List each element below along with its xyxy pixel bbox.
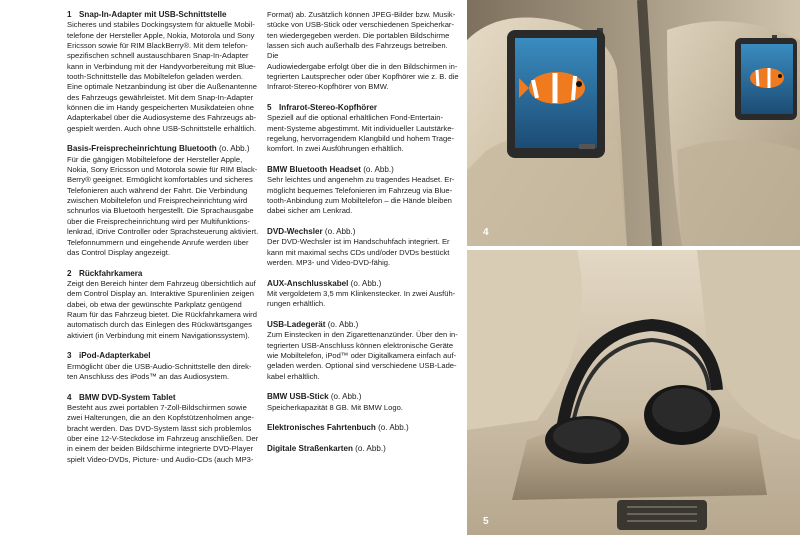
- section-heading: 5 Infrarot-Stereo-Kopfhörer: [267, 103, 378, 113]
- section: AUX-Anschlusskabel (o. Abb.) Mit vergoldetem 3,5 mm Klinkenstecker. In zwei Ausfüh- rungen erhältlich.: [267, 279, 461, 310]
- section: 2 Rückfahrkamera Zeigt den Bereich hinter dem Fahrzeug übersichtlich auf dem Control Display an. Interaktive Spurenlinien zeigen dabei, ob etwa der gewünschte Parkplatz genügend Raum für das Fahrzeug bietet. Die Rückfahrkamera wird automatisch durch das Einlegen des Rückwärtsganges aktiviert (in Verbindung mit einem Navigationssystem).: [67, 269, 259, 341]
- section: BMW Bluetooth Headset (o. Abb.) Sehr leichtes und angenehm zu tragendes Headset. Er- möglicht bequemes Telefonieren im Fahrzeug via Blue- tooth-Anbindung zum Mobiltelefon – die Hände bleiben dabei sicher am Lenkrad.: [267, 165, 461, 217]
- section: [267, 444, 461, 454]
- section-heading: Digitale Straßenkarten (o. Abb.): [267, 444, 386, 454]
- dvd-screen-right: [735, 38, 797, 120]
- photo-dvd-tablet: [467, 0, 800, 246]
- section: 4 BMW DVD-System Tablet Besteht aus zwei portablen 7-Zoll-Bildschirmen sowie zwei Halterungen, die an den Kopfstützenholmen ange- bracht werden. Das DVD-System lässt sich problemlos über eine 12-V-Steckdose im Fahrzeug anschließen. Der in einem der beiden Bildschirme integrierte DVD-Player spielt Video-DVDs, Picture- und Audio-CDs (auch MP3-: [67, 392, 259, 464]
- section: Basis-Freisprecheinrichtung Bluetooth (o. Abb.) Für die gängigen Mobiltelefone der Hersteller Apple, Nokia, Sony Ericsson und Motorola sowie für RIM Black- Berry® geeignet. Ermöglicht komfortables und sicheres Telefonieren auch während der Fahrt. Die Verbindung zwischen Mobiltelefon und Freisprecheinrichtung wird schnurlos via Bluetooth hergestellt. Die Sprachausgabe über die Freisprecheinrichtung wird per Multifunktions- lenkrad, iDrive Controller oder Sprachsteuerung aktiviert. Telefonnummern und eingehende Anrufe werden über das Control Display angezeigt.: [67, 144, 259, 257]
- headphones-illustration: [467, 250, 800, 535]
- dvd-tablet-illustration: [467, 0, 800, 246]
- section-heading: 1 Snap-In-Adapter mit USB-Schnittstelle: [67, 10, 227, 19]
- section-heading: AUX-Anschlusskabel (o. Abb.): [267, 278, 382, 288]
- section-continued: Format) ab. Zusätzlich können JPEG-Bilder bzw. Musik- stücke von USB-Stick oder verschiedenen Speicherkar- ten wiedergegeben werden. Die portablen Bildschirme lassen sich auch außerhalb des Fahrzeugs betreiben. Die Audiowiedergabe erfolgt über die in den Bildschirmen in- tegrierten Lautsprecher oder über Kopfhörer wie z. B. die Infrarot-Stereo-Kopfhörer von BMW.: [267, 10, 459, 92]
- section-heading: 2 Rückfahrkamera: [67, 268, 143, 278]
- section: 1 Snap-In-Adapter mit USB-Schnittstelle Sicheres und stabiles Dockingsystem für aktuelle Mobil- telefone der Hersteller Apple, Nokia, Motorola und Sony Ericsson sowie für RIM BlackBerry®. Mit dem telefon- spezifischen schnell austauschbaren Snap-In-Adapter kann in Verbindung mit der Handyvorbereitung mit Blue- tooth-Schnittstelle das Mobiltelefon geladen werden. Eine optimale Netzanbindung ist über die Außenantenne des Fahrzeugs gewährleistet. Mit dem Snap-In-Adapter können die im Handy gespeicherten Musikdateien ohne Adapterkabel über die Audiosysteme des Fahrzeugs ab- gespielt werden. Auch ohne USB-Schnittstelle erhältlich.: [67, 10, 259, 134]
- photo-number: 5: [483, 516, 489, 527]
- section-heading: Elektronisches Fahrtenbuch (o. Abb.): [267, 423, 409, 433]
- photo-number: 4: [483, 227, 489, 238]
- text-column-right: [267, 10, 461, 465]
- section-heading: DVD-Wechsler (o. Abb.): [267, 227, 356, 237]
- dvd-screen-left: [507, 30, 605, 158]
- section-heading: Basis-Freisprecheinrichtung Bluetooth (o. Abb.): [67, 144, 250, 154]
- section-heading: 4 BMW DVD-System Tablet: [67, 392, 176, 402]
- section-heading: 3 iPod-Adapterkabel: [67, 351, 151, 361]
- section: 3 iPod-Adapterkabel Ermöglicht über die USB-Audio-Schnittstelle den direk- ten Anschluss des iPods™ an das Audiosystem.: [67, 351, 259, 382]
- photo-headphones: [467, 250, 800, 535]
- section-heading: USB-Ladegerät (o. Abb.): [267, 320, 359, 330]
- section-heading: BMW Bluetooth Headset (o. Abb.): [267, 165, 394, 175]
- section: BMW USB-Stick (o. Abb.) Speicherkapazität 8 GB. Mit BMW Logo.: [267, 392, 461, 413]
- section: 5 Infrarot-Stereo-Kopfhörer Speziell auf die optional erhältlichen Fond-Entertain- ment-Systeme abgestimmt. Mit individueller Lautstärke- regelung, hervorragendem Klangbild und hohem Trage- komfort. In zwei Ausführungen erhältlich.: [267, 103, 461, 155]
- section: USB-Ladegerät (o. Abb.) Zum Einstecken in den Zigarettenanzünder. Über den in- tegrierten USB-Anschluss können elektronische Geräte wie Mobiltelefon, iPod™ oder Digitalkamera einfach auf- geladen werden. Optional sind verschiedene USB-Lade- kabel erhältlich.: [267, 320, 461, 382]
- section: [267, 423, 461, 433]
- section-heading: BMW USB-Stick (o. Abb.): [267, 392, 362, 402]
- text-column-left: [67, 10, 259, 475]
- section: DVD-Wechsler (o. Abb.) Der DVD-Wechsler ist im Handschuhfach integriert. Er kann mit maximal sechs CDs und/oder DVDs bestückt werden. MP3- und Video-DVD-fähig.: [267, 227, 461, 268]
